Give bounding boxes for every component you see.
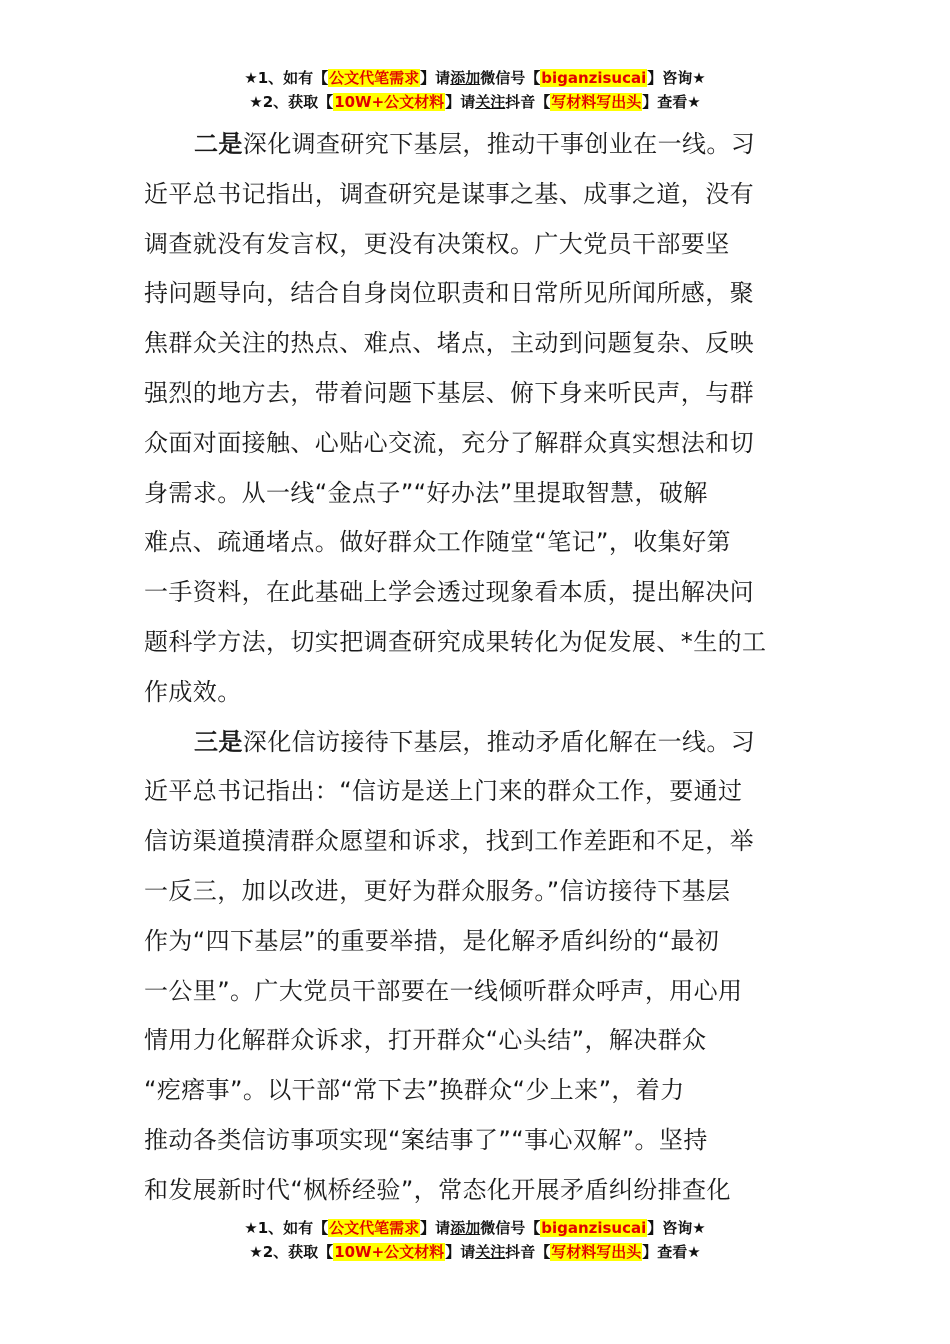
banner-text: 】查看★ — [642, 93, 701, 111]
line-text: 深化调查研究下基层，推动干事创业在一线。习 — [242, 130, 756, 158]
banner-text: 】请 — [445, 93, 476, 111]
banner-text: 抖音【 — [505, 93, 551, 111]
banner-highlight: 公文代笔需求 — [329, 1219, 420, 1237]
text-line: “疙瘩事”。以干部“常下去”换群众“少上来”，着力 — [144, 1076, 685, 1105]
banner-line-1 — [0, 66, 950, 90]
text-line: 题科学方法，切实把调查研究成果转化为促发展、*生的工 — [144, 627, 767, 656]
banner-text: 微信号【 — [480, 69, 541, 87]
banner-emphasis: 添加 — [450, 1219, 481, 1237]
banner-emphasis: 添加 — [450, 69, 481, 87]
banner-text: 微信号【 — [480, 1219, 541, 1237]
text-line: 推动各类信访事项实现“案结事了”“事心双解”。坚持 — [144, 1125, 708, 1154]
banner-text: ★2、获取【 — [249, 1243, 334, 1261]
banner-text: ★1、如有【 — [244, 69, 329, 87]
text-line: 众面对面接触、心贴心交流，充分了解群众真实想法和切 — [144, 428, 754, 457]
text-line: 调查就没有发言权，更没有决策权。广大党员干部要坚 — [144, 229, 730, 258]
banner-emphasis: 关注 — [475, 1243, 506, 1261]
banner-emphasis: 关注 — [475, 93, 506, 111]
paragraph-2 — [144, 120, 804, 718]
text-line: 一公里”。广大党员干部要在一线倾听群众呼声，用心用 — [144, 976, 743, 1005]
text-line: 作为“四下基层”的重要举措，是化解矛盾纠纷的“最初 — [144, 926, 720, 955]
banner-wechat-id: biganzisucai — [541, 1219, 647, 1237]
text-line: 焦群众关注的热点、难点、堵点，主动到问题复杂、反映 — [144, 329, 754, 358]
banner-text: 】请 — [420, 1219, 451, 1237]
text-line: 一反三，加以改进，更好为群众服务。”信访接待下基层 — [144, 876, 731, 905]
banner-line-1 — [0, 1216, 950, 1240]
text-line: 持问题导向，结合自身岗位职责和日常所见所闻所感，聚 — [144, 279, 754, 308]
text-line: 身需求。从一线“金点子”“好办法”里提取智慧，破解 — [144, 478, 708, 507]
text-line: 信访渠道摸清群众愿望和诉求，找到工作差距和不足，举 — [144, 827, 754, 856]
text-line: 近平总书记指出：“信访是送上门来的群众工作，要通过 — [144, 777, 743, 806]
banner-text: ★1、如有【 — [244, 1219, 329, 1237]
text-line: 强烈的地方去，带着问题下基层、俯下身来听民声，与群 — [144, 378, 754, 407]
banner-line-2 — [0, 1240, 950, 1264]
document-body — [144, 120, 804, 1216]
text-line: 近平总书记指出，调查研究是谋事之基、成事之道，没有 — [144, 179, 754, 208]
banner-text: 】咨询★ — [647, 1219, 706, 1237]
text-line: 情用力化解群众诉求，打开群众“心头结”，解决群众 — [144, 1026, 707, 1055]
banner-highlight: 10W+公文材料 — [334, 1243, 445, 1261]
text-line: 作成效。 — [144, 677, 242, 706]
banner-text: 】请 — [445, 1243, 476, 1261]
banner-text: ★2、获取【 — [249, 93, 334, 111]
paragraph-lead: 三是 — [194, 727, 243, 756]
text-line: 难点、疏通堵点。做好群众工作随堂“笔记”，收集好第 — [144, 528, 731, 557]
banner-douyin-id: 写材料写出头 — [551, 93, 642, 111]
footer-banner — [0, 1216, 950, 1264]
banner-highlight: 10W+公文材料 — [334, 93, 445, 111]
banner-text: 】查看★ — [642, 1243, 701, 1261]
paragraph-lead: 二是 — [194, 130, 243, 158]
text-line — [144, 718, 804, 768]
text-line — [144, 120, 804, 170]
banner-text: 】请 — [420, 69, 451, 87]
header-banner — [0, 66, 950, 114]
paragraph-3 — [144, 718, 804, 1216]
banner-text: 抖音【 — [505, 1243, 551, 1261]
banner-wechat-id: biganzisucai — [541, 69, 647, 87]
banner-douyin-id: 写材料写出头 — [551, 1243, 642, 1261]
banner-text: 】咨询★ — [647, 69, 706, 87]
text-line: 和发展新时代“枫桥经验”，常态化开展矛盾纠纷排查化 — [144, 1175, 731, 1204]
banner-highlight: 公文代笔需求 — [329, 69, 420, 87]
line-text: 深化信访接待下基层，推动矛盾化解在一线。习 — [242, 727, 756, 756]
banner-line-2 — [0, 90, 950, 114]
text-line: 一手资料，在此基础上学会透过现象看本质，提出解决问 — [144, 578, 754, 607]
